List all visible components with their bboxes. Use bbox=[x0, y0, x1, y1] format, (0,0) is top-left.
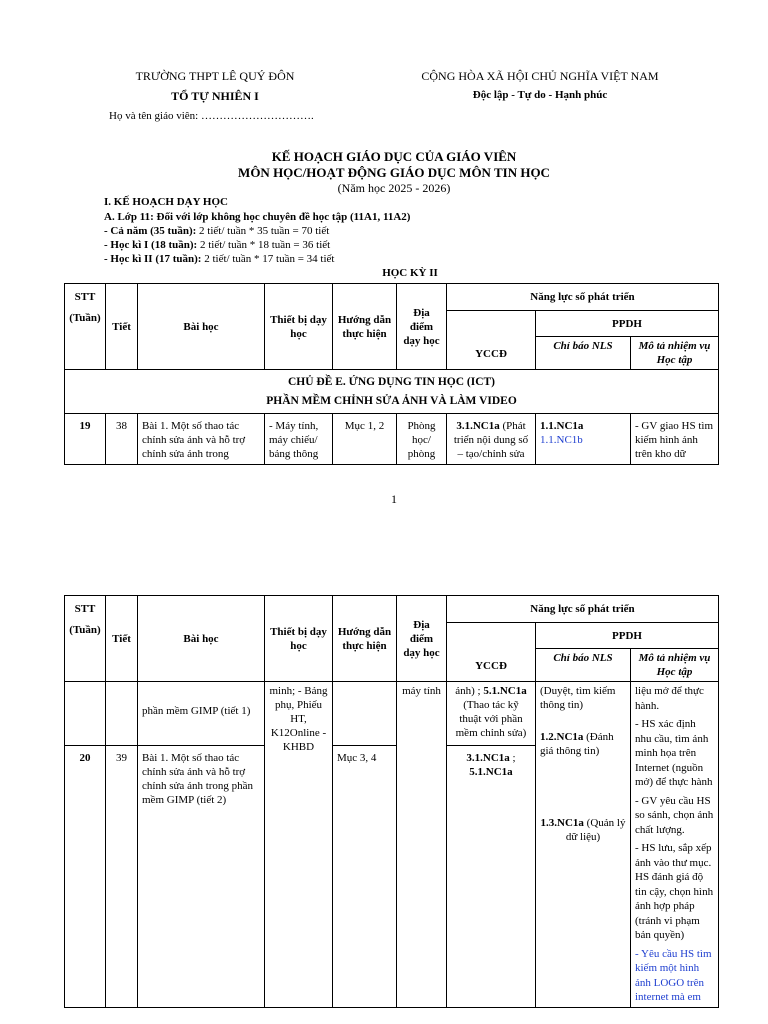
row-yccd bbox=[447, 414, 536, 465]
row20-period: 39 bbox=[106, 746, 138, 1008]
cont-task bbox=[631, 682, 719, 1008]
lesson-plan-table-page2 bbox=[64, 595, 719, 1008]
col-stt-label: STT bbox=[74, 291, 96, 303]
task-item-1: liệu mở để thực hành. bbox=[635, 685, 704, 712]
plan-line-sem2 bbox=[104, 253, 334, 265]
row-task: - GV giao HS tìm kiếm hình ảnh trên kho dữ bbox=[631, 414, 719, 465]
row20-week: 20 bbox=[65, 746, 106, 1008]
col-ppdh: PPDH bbox=[536, 311, 719, 337]
plan-line-sem1 bbox=[104, 239, 330, 251]
col-yccd: YCCĐ bbox=[447, 623, 536, 682]
cont-yccd bbox=[447, 682, 536, 746]
plan-line-sem1-label: - Học kì I (18 tuần): bbox=[104, 239, 198, 251]
task-item-4: - HS lưu, sắp xếp ảnh vào thư mục. HS đánh giá độ tin cậy, chọn hình ảnh hợp pháp (tránh vi phạm bản quyền) bbox=[635, 842, 714, 941]
department-name: TỔ TỰ NHIÊN I bbox=[171, 89, 259, 103]
col-lesson: Bài học bbox=[138, 284, 265, 370]
col-guide: Hướng dẫn thực hiện bbox=[333, 596, 397, 682]
school-year: (Năm học 2025 - 2026) bbox=[337, 181, 451, 195]
row-lesson: Bài 1. Một số thao tác chỉnh sửa ảnh và hỗ trợ chỉnh sửa ảnh trong bbox=[138, 414, 265, 465]
cont-yccd-code: 5.1.NC1a bbox=[483, 685, 527, 697]
plan-line-year bbox=[104, 225, 329, 237]
row-location: Phòng học/ phòng bbox=[397, 414, 447, 465]
col-task: Mô tả nhiệm vụ Học tập bbox=[631, 649, 719, 682]
indicator-1-2: 1.2.NC1a (Đánh giá thông tin) bbox=[540, 731, 614, 757]
indicator-1-3: 1.3.NC1a (Quản lý dữ liệu) bbox=[540, 817, 626, 843]
row-yccd-text: (Phát triển nội dung số – tạo/chỉnh sửa bbox=[453, 420, 529, 460]
task-item-3: - GV yêu cầu HS so sánh, chọn ảnh chất lượng. bbox=[635, 794, 714, 836]
cont-lesson: phần mềm GIMP (tiết 1) bbox=[138, 682, 265, 746]
cont-week bbox=[65, 682, 106, 746]
col-competency: Năng lực số phát triển bbox=[447, 596, 719, 623]
col-indicator: Chỉ báo NLS bbox=[536, 337, 631, 370]
cont-location: máy tính bbox=[397, 682, 447, 1008]
col-location: Địa điểm dạy học bbox=[397, 596, 447, 682]
national-motto: Độc lập - Tự do - Hạnh phúc bbox=[472, 89, 608, 101]
row-guide: Mục 1, 2 bbox=[333, 414, 397, 465]
topic-title: CHỦ ĐỀ E. ỨNG DỤNG TIN HỌC (ICT) bbox=[287, 375, 495, 388]
col-period: Tiết bbox=[106, 596, 138, 682]
row-week: 19 bbox=[65, 414, 106, 465]
col-period: Tiết bbox=[106, 284, 138, 370]
cont-period bbox=[106, 682, 138, 746]
plan-line-year-label: - Cả năm (35 tuần): bbox=[104, 225, 197, 237]
col-location: Địa điểm dạy học bbox=[397, 284, 447, 370]
topic-subtitle: PHẦN MỀM CHỈNH SỬA ẢNH VÀ LÀM VIDEO bbox=[266, 394, 517, 407]
plan-line-sem1-value: 2 tiết/ tuần * 18 tuần = 36 tiết bbox=[197, 239, 331, 251]
cont-equipment: minh; - Bảng phụ, Phiếu HT, K12Online - KHBD bbox=[265, 682, 333, 1008]
col-lesson: Bài học bbox=[138, 596, 265, 682]
row-yccd-code: 3.1.NC1a bbox=[456, 420, 500, 432]
col-week-label: (Tuần) bbox=[69, 312, 101, 324]
lesson-plan-table-page1 bbox=[64, 283, 719, 465]
col-equipment: Thiết bị dạy học bbox=[265, 284, 333, 370]
cont-indicator bbox=[536, 682, 631, 1008]
col-task: Mô tả nhiệm vụ Học tập bbox=[631, 337, 719, 370]
grade-heading: A. Lớp 11: Đối với lớp không học chuyên đề học tập (11A1, 11A2) bbox=[104, 211, 411, 223]
col-ppdh: PPDH bbox=[536, 623, 719, 649]
row-equipment: - Máy tính, máy chiếu/ bảng thông bbox=[265, 414, 333, 465]
plan-line-sem2-label: - Học kì II (17 tuần): bbox=[104, 253, 202, 265]
school-name: TRƯỜNG THPT LÊ QUÝ ĐÔN bbox=[135, 69, 295, 83]
section-heading: I. KẾ HOẠCH DẠY HỌC bbox=[104, 196, 228, 208]
cont-indicator-text: (Duyệt, tìm kiếm thông tin) bbox=[540, 685, 616, 711]
table-row bbox=[65, 414, 719, 465]
row-indicator bbox=[536, 414, 631, 465]
row-period: 38 bbox=[106, 414, 138, 465]
topic-row bbox=[65, 370, 719, 414]
cont-yccd-pre: ảnh) ; bbox=[455, 685, 484, 697]
col-stt bbox=[65, 596, 106, 682]
row20-yccd: 3.1.NC1a ; 5.1.NC1a bbox=[447, 746, 536, 1008]
col-guide: Hướng dẫn thực hiện bbox=[333, 284, 397, 370]
row20-guide: Mục 3, 4 bbox=[333, 746, 397, 1008]
col-indicator: Chỉ báo NLS bbox=[536, 649, 631, 682]
cont-yccd-text: (Thao tác kỹ thuật với phần mềm chỉnh sửa) bbox=[455, 699, 527, 739]
page-number: 1 bbox=[391, 492, 397, 506]
cont-guide bbox=[333, 682, 397, 746]
col-competency: Năng lực số phát triển bbox=[447, 284, 719, 311]
col-yccd: YCCĐ bbox=[447, 311, 536, 370]
row-indicator-2: 1.1.NC1b bbox=[540, 434, 583, 446]
col-equipment: Thiết bị dạy học bbox=[265, 596, 333, 682]
teacher-name-line: Họ và tên giáo viên: …………………………. bbox=[109, 110, 314, 122]
task-item-2: - HS xác định nhu cầu, tìm ảnh minh họa trên Internet (nguồn mở) để thực hành bbox=[635, 718, 713, 788]
plan-line-year-value: 2 tiết/ tuần * 35 tuần = 70 tiết bbox=[196, 225, 330, 237]
col-stt bbox=[65, 284, 106, 370]
document-subtitle: MÔN HỌC/HOẠT ĐỘNG GIÁO DỤC MÔN TIN HỌC bbox=[238, 165, 550, 180]
task-item-blue: - Yêu cầu HS tìm kiếm một hình ảnh LOGO trên internet mà em bbox=[635, 947, 712, 1003]
country-name: CỘNG HÒA XÃ HỘI CHỦ NGHĨA VIỆT NAM bbox=[421, 69, 659, 83]
plan-line-sem2-value: 2 tiết/ tuần * 17 tuần = 34 tiết bbox=[201, 253, 335, 265]
row20-lesson: Bài 1. Một số thao tác chỉnh sửa ảnh và hỗ trợ chỉnh sửa ảnh trong phần mềm GIMP (tiết 2) bbox=[138, 746, 265, 1008]
col-week-label: (Tuần) bbox=[69, 624, 101, 636]
semester-heading: HỌC KỲ II bbox=[382, 267, 438, 279]
document-title: KẾ HOẠCH GIÁO DỤC CỦA GIÁO VIÊN bbox=[271, 149, 517, 164]
row-indicator-1: 1.1.NC1a bbox=[540, 420, 584, 432]
col-stt-label: STT bbox=[74, 603, 96, 615]
table-row bbox=[65, 682, 719, 746]
